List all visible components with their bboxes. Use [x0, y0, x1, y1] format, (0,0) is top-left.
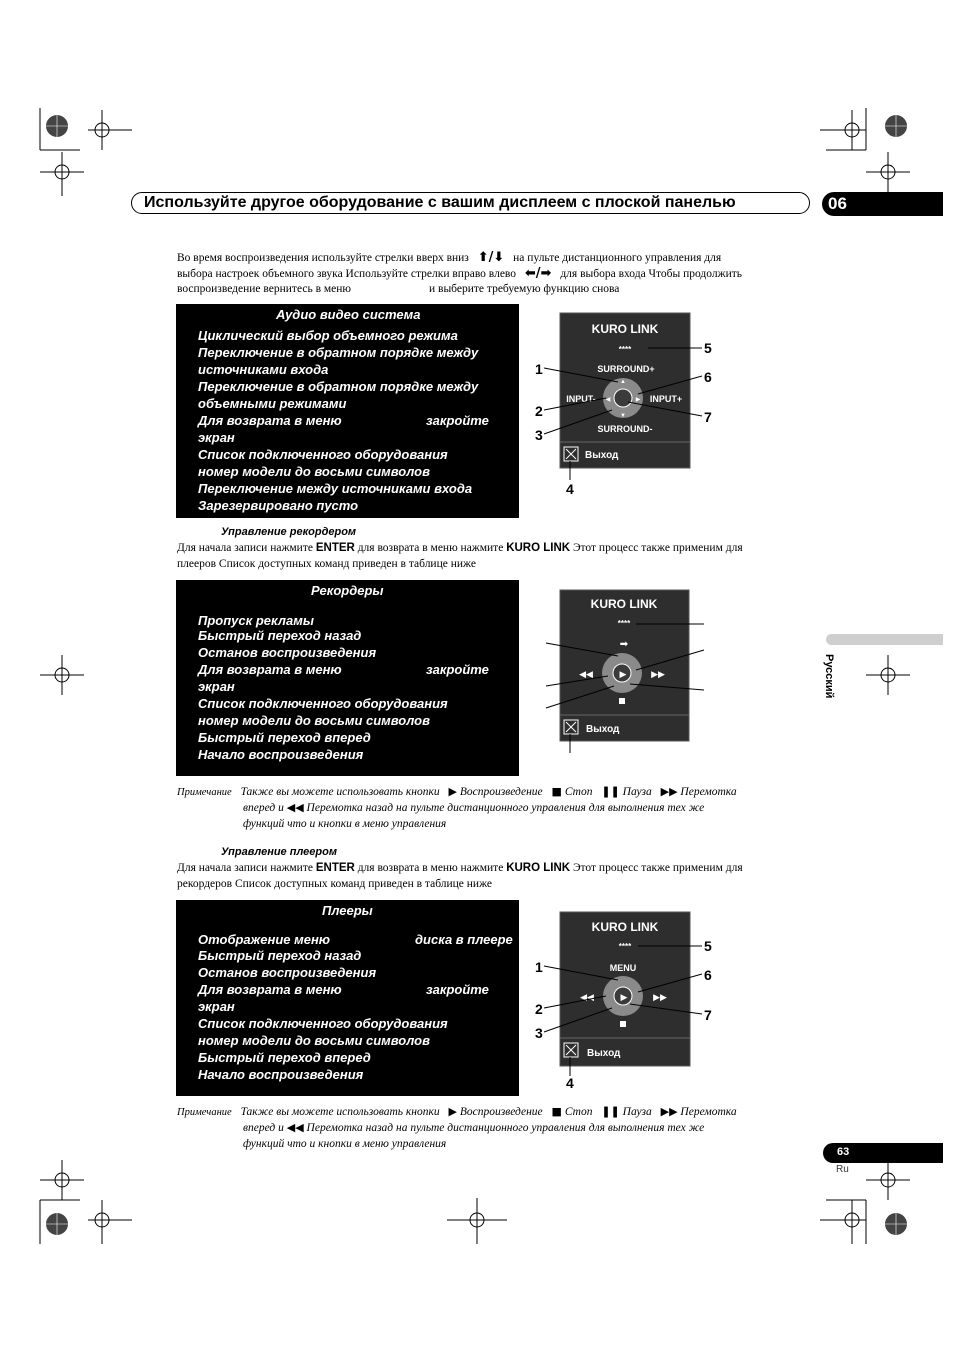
- note-1-line-2: [243, 800, 704, 817]
- note-2-line-2: [243, 1120, 704, 1137]
- fast-forward-icon: ▶▶: [653, 992, 667, 1002]
- rec-row: экран: [198, 679, 235, 694]
- note-label: Примечание: [177, 787, 232, 798]
- player-subhead: Управление плеером: [221, 846, 337, 858]
- play-row: Отображение меню: [198, 932, 331, 947]
- note-text: Перемотка: [680, 1106, 737, 1118]
- dpad-right-arrow-icon: ▶: [635, 397, 641, 403]
- para-text: Этот процесс также применим для: [572, 862, 743, 874]
- stop-icon: [620, 1021, 626, 1027]
- screen-stars: ****: [618, 345, 632, 354]
- play-icon: ▶: [620, 992, 628, 1002]
- screen-stars: ****: [617, 619, 631, 628]
- av-row: Циклический выбор объемного режима: [198, 328, 458, 343]
- rec-row: Останов воспроизведения: [198, 645, 377, 660]
- play-row: Список подключенного оборудования: [198, 1016, 448, 1031]
- dpad-left-arrow-icon: ◀: [605, 397, 611, 403]
- note-2-line-3: функций что и кнопки в меню управления: [243, 1138, 447, 1150]
- language-label: Русский: [823, 654, 835, 699]
- up-down-arrows-icon: ⬆/⬇: [477, 250, 505, 265]
- page-number: 63: [837, 1146, 850, 1158]
- callout-number: 5: [704, 938, 712, 954]
- stop-icon: ■: [551, 785, 562, 798]
- av-row: номер модели до восьми символов: [198, 464, 430, 479]
- callout-number: 3: [535, 1025, 543, 1041]
- av-row-close: закройте: [426, 413, 489, 428]
- intro-text: выбора настроек объемного звука Используйте стрелки вправо влево: [177, 268, 517, 280]
- recorder-para-line-1: [177, 540, 743, 557]
- rec-row: Пропуск рекламы: [198, 613, 314, 628]
- note-text: Стоп: [564, 786, 593, 798]
- play-row: экран: [198, 999, 235, 1014]
- screen-stars: ****: [618, 942, 632, 951]
- note-2-line-1: [177, 1104, 737, 1122]
- note-text: Перемотка назад на пульте дистанционного управления для выполнения тех же: [306, 802, 705, 814]
- play-row: номер модели до восьми символов: [198, 1033, 430, 1048]
- player-para-line-2: рекордеров Список доступных команд приведен в таблице ниже: [177, 878, 492, 890]
- av-row: Переключение в обратном порядке между: [198, 345, 479, 360]
- av-system-table: [176, 304, 519, 518]
- rec-row: Быстрый переход вперед: [198, 730, 371, 745]
- play-row-close: закройте: [426, 982, 489, 997]
- intro-text: на пульте дистанционного управления для: [513, 252, 722, 264]
- fast-forward-icon: ▶▶: [651, 669, 665, 679]
- kuro-link-screen-av: [530, 310, 730, 500]
- chapter-badge: [822, 192, 943, 216]
- para-text: Этот процесс также применим для: [572, 542, 743, 554]
- callout-number: 5: [704, 340, 712, 356]
- kuro-link-key: KURO LINK: [506, 862, 571, 874]
- note-text: Стоп: [564, 1106, 593, 1118]
- intro-text: и выберите требуемую функцию снова: [429, 283, 620, 295]
- screen-title: KURO LINK: [590, 597, 658, 611]
- rewind-icon: ◀◀: [286, 1121, 304, 1134]
- rec-row: Для возврата в меню: [198, 662, 342, 677]
- page-title: Используйте другое оборудование с вашим дисплеем с плоской панелью: [144, 194, 736, 211]
- callout-number: 7: [704, 1007, 712, 1023]
- note-text: Воспроизведение: [459, 786, 543, 798]
- play-row: Для возврата в меню: [198, 982, 342, 997]
- exit-label: Выход: [587, 1048, 621, 1059]
- rec-row: Список подключенного оборудования: [198, 696, 448, 711]
- fast-forward-icon: ▶▶: [660, 785, 678, 798]
- para-text: для возврата в меню нажмите: [357, 542, 504, 554]
- players-table: [176, 900, 519, 1096]
- dpad-center: [614, 389, 632, 407]
- rewind-icon: ◀◀: [580, 992, 594, 1002]
- note-text: Перемотка: [680, 786, 737, 798]
- page-number-badge: [823, 1143, 943, 1163]
- para-text: для возврата в меню нажмите: [357, 862, 504, 874]
- player-para-line-1: [177, 860, 743, 877]
- callout-number: 4: [566, 1075, 574, 1091]
- screen-title: KURO LINK: [591, 322, 659, 336]
- play-icon: ▶: [448, 785, 457, 798]
- callout-number: 3: [535, 427, 543, 443]
- intro-text: Во время воспроизведения используйте стрелки вверх вниз: [177, 252, 469, 264]
- enter-key: ENTER: [315, 862, 355, 874]
- play-row: Начало воспроизведения: [198, 1067, 364, 1082]
- callout-number: 1: [535, 361, 543, 377]
- surround-plus-label: SURROUND+: [597, 364, 655, 374]
- note-text: Также вы можете использовать кнопки: [240, 786, 440, 798]
- note-text: вперед и: [243, 1122, 284, 1134]
- note-1-line-1: [177, 784, 737, 802]
- exit-label: Выход: [586, 724, 620, 735]
- chapter-number: 06: [828, 194, 847, 213]
- callout-number: 2: [535, 403, 543, 419]
- av-row: экран: [198, 430, 235, 445]
- skip-icon: ➡: [619, 639, 629, 650]
- play-row: Быстрый переход назад: [198, 948, 362, 963]
- language-code: Ru: [836, 1164, 849, 1175]
- rec-table-title: Рекордеры: [311, 583, 384, 598]
- intro-line-3: [177, 281, 619, 298]
- left-right-arrows-icon: ⬅/➡: [524, 266, 552, 281]
- kuro-link-screen-player: [530, 908, 730, 1098]
- screen-title: KURO LINK: [591, 920, 659, 934]
- av-row: Список подключенного оборудования: [198, 447, 448, 462]
- exit-label: Выход: [585, 450, 619, 461]
- note-text: Пауза: [622, 1106, 652, 1118]
- language-tab: [826, 634, 943, 645]
- note-text: вперед и: [243, 802, 284, 814]
- callout-number: 4: [566, 481, 574, 497]
- av-row: Зарезервировано пусто: [198, 498, 359, 513]
- enter-key: ENTER: [315, 542, 355, 554]
- input-minus-label: INPUT-: [566, 394, 596, 404]
- recorders-table: [176, 580, 519, 776]
- note-text: Пауза: [622, 786, 652, 798]
- fast-forward-icon: ▶▶: [660, 1105, 678, 1118]
- rec-row: Быстрый переход назад: [198, 628, 362, 643]
- av-row: объемными режимами: [198, 396, 347, 411]
- dpad-up-arrow-icon: ▲: [620, 379, 626, 385]
- callout-number: 1: [535, 959, 543, 975]
- input-plus-label: INPUT+: [649, 394, 683, 404]
- rec-row: Начало воспроизведения: [198, 747, 364, 762]
- callout-number: 2: [535, 1001, 543, 1017]
- rec-row-close: закройте: [426, 662, 489, 677]
- play-row-disc: диска в плеере: [415, 932, 513, 947]
- stop-icon: ■: [551, 1105, 562, 1118]
- note-1-line-3: функций что и кнопки в меню управления: [243, 818, 447, 830]
- menu-label: MENU: [609, 963, 637, 973]
- av-row: источниками входа: [198, 362, 329, 377]
- av-row: Для возврата в меню: [198, 413, 342, 428]
- av-table-title: Аудио видео система: [276, 307, 421, 322]
- play-row: Быстрый переход вперед: [198, 1050, 371, 1065]
- intro-text: для выбора входа Чтобы продолжить: [560, 268, 742, 280]
- stop-icon: [619, 698, 625, 704]
- recorder-subhead: Управление рекордером: [221, 526, 357, 538]
- note-label: Примечание: [177, 1107, 232, 1118]
- kuro-link-screen-recorder: [540, 588, 710, 758]
- para-text: Для начала записи нажмите: [177, 862, 313, 874]
- av-row: Переключение между источниками входа: [198, 481, 473, 496]
- note-text: Также вы можете использовать кнопки: [240, 1106, 440, 1118]
- rec-row: номер модели до восьми символов: [198, 713, 430, 728]
- intro-text: воспроизведение вернитесь в меню: [177, 283, 351, 295]
- play-icon: ▶: [448, 1105, 457, 1118]
- callout-number: 6: [704, 369, 712, 385]
- surround-minus-label: SURROUND-: [597, 424, 653, 434]
- para-text: Для начала записи нажмите: [177, 542, 313, 554]
- av-row: Переключение в обратном порядке между: [198, 379, 479, 394]
- callout-number: 7: [704, 409, 712, 425]
- pause-icon: ❚❚: [601, 1105, 620, 1118]
- note-text: Воспроизведение: [459, 1106, 543, 1118]
- note-text: Перемотка назад на пульте дистанционного управления для выполнения тех же: [306, 1122, 705, 1134]
- play-row: Останов воспроизведения: [198, 965, 377, 980]
- recorder-para-line-2: плееров Список доступных команд приведен в таблице ниже: [177, 558, 476, 570]
- play-table-title: Плееры: [322, 903, 373, 918]
- play-icon: ▶: [619, 669, 627, 679]
- pause-icon: ❚❚: [601, 785, 620, 798]
- dpad-down-arrow-icon: ▼: [620, 413, 626, 419]
- rewind-icon: ◀◀: [286, 801, 304, 814]
- kuro-link-key: KURO LINK: [506, 542, 571, 554]
- callout-number: 6: [704, 967, 712, 983]
- rewind-icon: ◀◀: [579, 669, 593, 679]
